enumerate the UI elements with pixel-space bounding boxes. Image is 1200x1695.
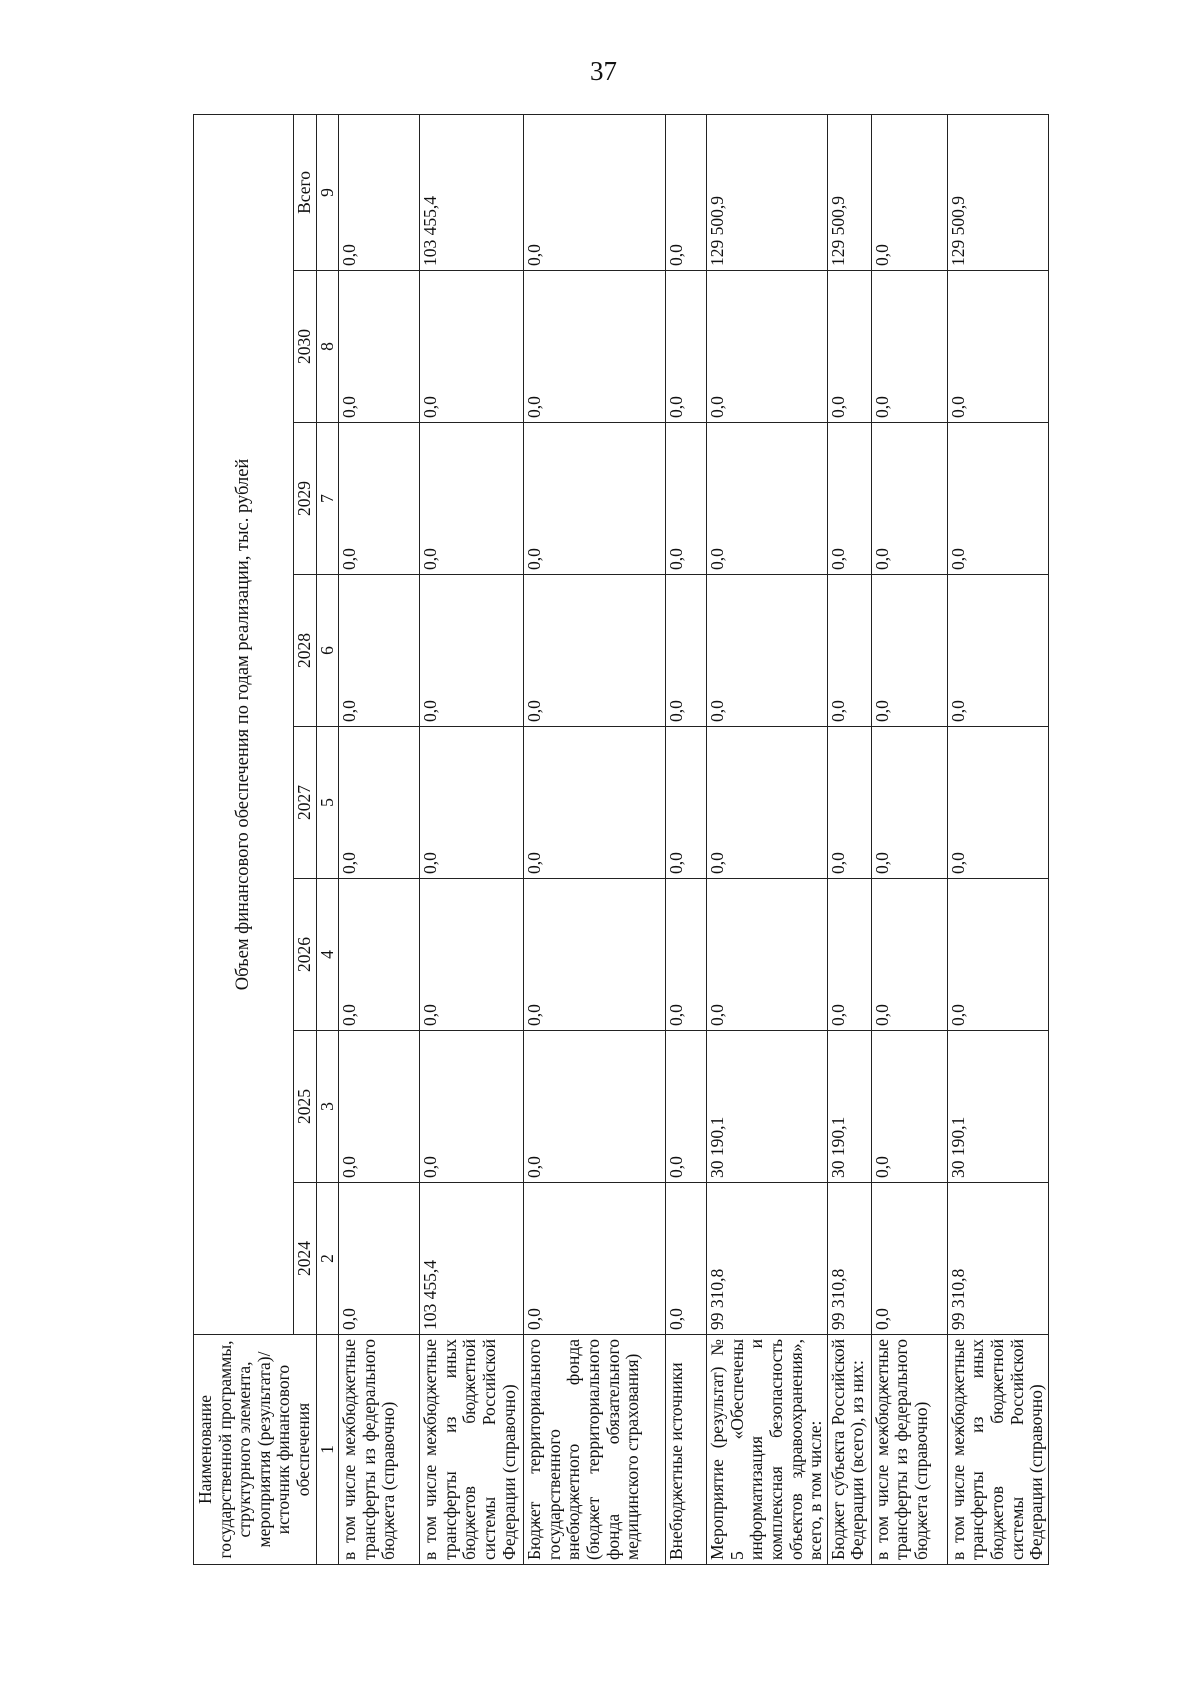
value-cell: 0,0 [339,575,420,727]
value-cell: 0,0 [666,423,707,575]
value-cell: 129 500,9 [707,114,828,270]
value-cell: 0,0 [339,1031,420,1183]
value-cell: 99 310,8 [707,1183,828,1335]
value-cell: 0,0 [827,271,871,423]
value-cell: 30 190,1 [707,1031,828,1183]
value-cell: 0,0 [871,1183,947,1335]
value-cell: 0,0 [827,727,871,879]
row-name-cell: Бюджет территориального государственного внебюджетного фонда (бюджет территориального фонда обязательного медицинского страхования) [524,1335,666,1565]
table-row [707,114,828,1564]
row-name-cell: Внебюджетные источники [666,1335,707,1565]
value-cell: 99 310,8 [947,1183,1048,1335]
value-cell: 0,0 [666,879,707,1031]
value-cell: 0,0 [420,1031,524,1183]
value-cell: 0,0 [666,114,707,270]
column-number: 7 [316,423,339,575]
column-number: 1 [316,1335,339,1565]
row-name-cell: в том числе межбюджетные трансферты из иных бюджетов бюджетной системы Российской Федерации (справочно) [947,1335,1048,1565]
year-header: 2024 [294,1183,317,1335]
value-cell: 0,0 [827,879,871,1031]
value-cell: 0,0 [420,575,524,727]
value-cell: 0,0 [871,1031,947,1183]
value-cell: 0,0 [339,423,420,575]
value-cell: 0,0 [947,423,1048,575]
value-cell: 0,0 [947,271,1048,423]
value-cell: 0,0 [666,575,707,727]
table-row [871,114,947,1564]
value-cell: 103 455,4 [420,1183,524,1335]
value-cell: 30 190,1 [947,1031,1048,1183]
value-cell: 0,0 [339,727,420,879]
value-cell: 0,0 [666,727,707,879]
value-cell: 0,0 [339,879,420,1031]
table-row [666,114,707,1564]
value-cell: 0,0 [707,727,828,879]
value-cell: 129 500,9 [947,114,1048,270]
value-cell: 0,0 [666,271,707,423]
table-row [524,114,666,1564]
value-cell: 0,0 [871,575,947,727]
value-cell: 103 455,4 [420,114,524,270]
value-cell: 0,0 [666,1031,707,1183]
value-cell: 0,0 [827,423,871,575]
row-name-cell: Мероприятие (результат) № 5 «Обеспечены информатизация и комплексная безопасность объектов здравоохранения», всего, в том числе: [707,1335,828,1565]
value-cell: 0,0 [339,271,420,423]
value-cell: 0,0 [524,575,666,727]
value-cell: 0,0 [871,114,947,270]
value-cell: 129 500,9 [827,114,871,270]
row-name-cell: в том числе межбюджетные трансферты из федерального бюджета (справочно) [339,1335,420,1565]
table-row [947,114,1048,1564]
header-main-cell: Объем финансового обеспечения по годам реализации, тыс. рублей [194,114,294,1334]
year-header: 2028 [294,575,317,727]
year-header: Всего [294,114,317,270]
value-cell: 0,0 [524,271,666,423]
year-header: 2025 [294,1031,317,1183]
value-cell: 0,0 [524,423,666,575]
value-cell: 0,0 [339,114,420,270]
row-name-cell: в том числе межбюджетные трансферты из иных бюджетов бюджетной системы Российской Федерации (справочно) [420,1335,524,1565]
table-row [339,114,420,1564]
value-cell: 0,0 [524,1183,666,1335]
value-cell: 0,0 [947,879,1048,1031]
column-number: 6 [316,575,339,727]
value-cell: 0,0 [420,423,524,575]
value-cell: 99 310,8 [827,1183,871,1335]
column-number: 8 [316,271,339,423]
value-cell: 0,0 [524,727,666,879]
year-header: 2030 [294,271,317,423]
value-cell: 0,0 [420,727,524,879]
year-header: 2029 [294,423,317,575]
column-number: 2 [316,1183,339,1335]
rotated-table-container [193,115,1061,1565]
value-cell: 0,0 [947,727,1048,879]
page-number: 37 [590,56,617,86]
column-number: 5 [316,727,339,879]
table-row [827,114,871,1564]
value-cell: 0,0 [947,575,1048,727]
value-cell: 0,0 [707,271,828,423]
value-cell: 0,0 [827,575,871,727]
value-cell: 0,0 [707,575,828,727]
value-cell: 0,0 [420,271,524,423]
header-name-cell: Наименование государственной программы, структурного элемента, мероприятия (результата)/источник финансового обеспечения [194,1335,317,1565]
year-header: 2027 [294,727,317,879]
value-cell: 0,0 [524,114,666,270]
column-number: 9 [316,114,339,270]
value-cell: 0,0 [707,423,828,575]
value-cell: 0,0 [420,879,524,1031]
row-name-cell: Бюджет субъекта Российской Федерации (всего), из них: [827,1335,871,1565]
row-name-cell: в том числе межбюджетные трансферты из федерального бюджета (справочно) [871,1335,947,1565]
value-cell: 0,0 [339,1183,420,1335]
value-cell: 0,0 [871,879,947,1031]
year-header: 2026 [294,879,317,1031]
value-cell: 0,0 [871,727,947,879]
value-cell: 0,0 [524,1031,666,1183]
value-cell: 30 190,1 [827,1031,871,1183]
value-cell: 0,0 [524,879,666,1031]
value-cell: 0,0 [666,1183,707,1335]
value-cell: 0,0 [707,879,828,1031]
value-cell: 0,0 [871,271,947,423]
value-cell: 0,0 [871,423,947,575]
financing-table [193,114,1049,1565]
column-number: 3 [316,1031,339,1183]
table-row [420,114,524,1564]
column-number: 4 [316,879,339,1031]
